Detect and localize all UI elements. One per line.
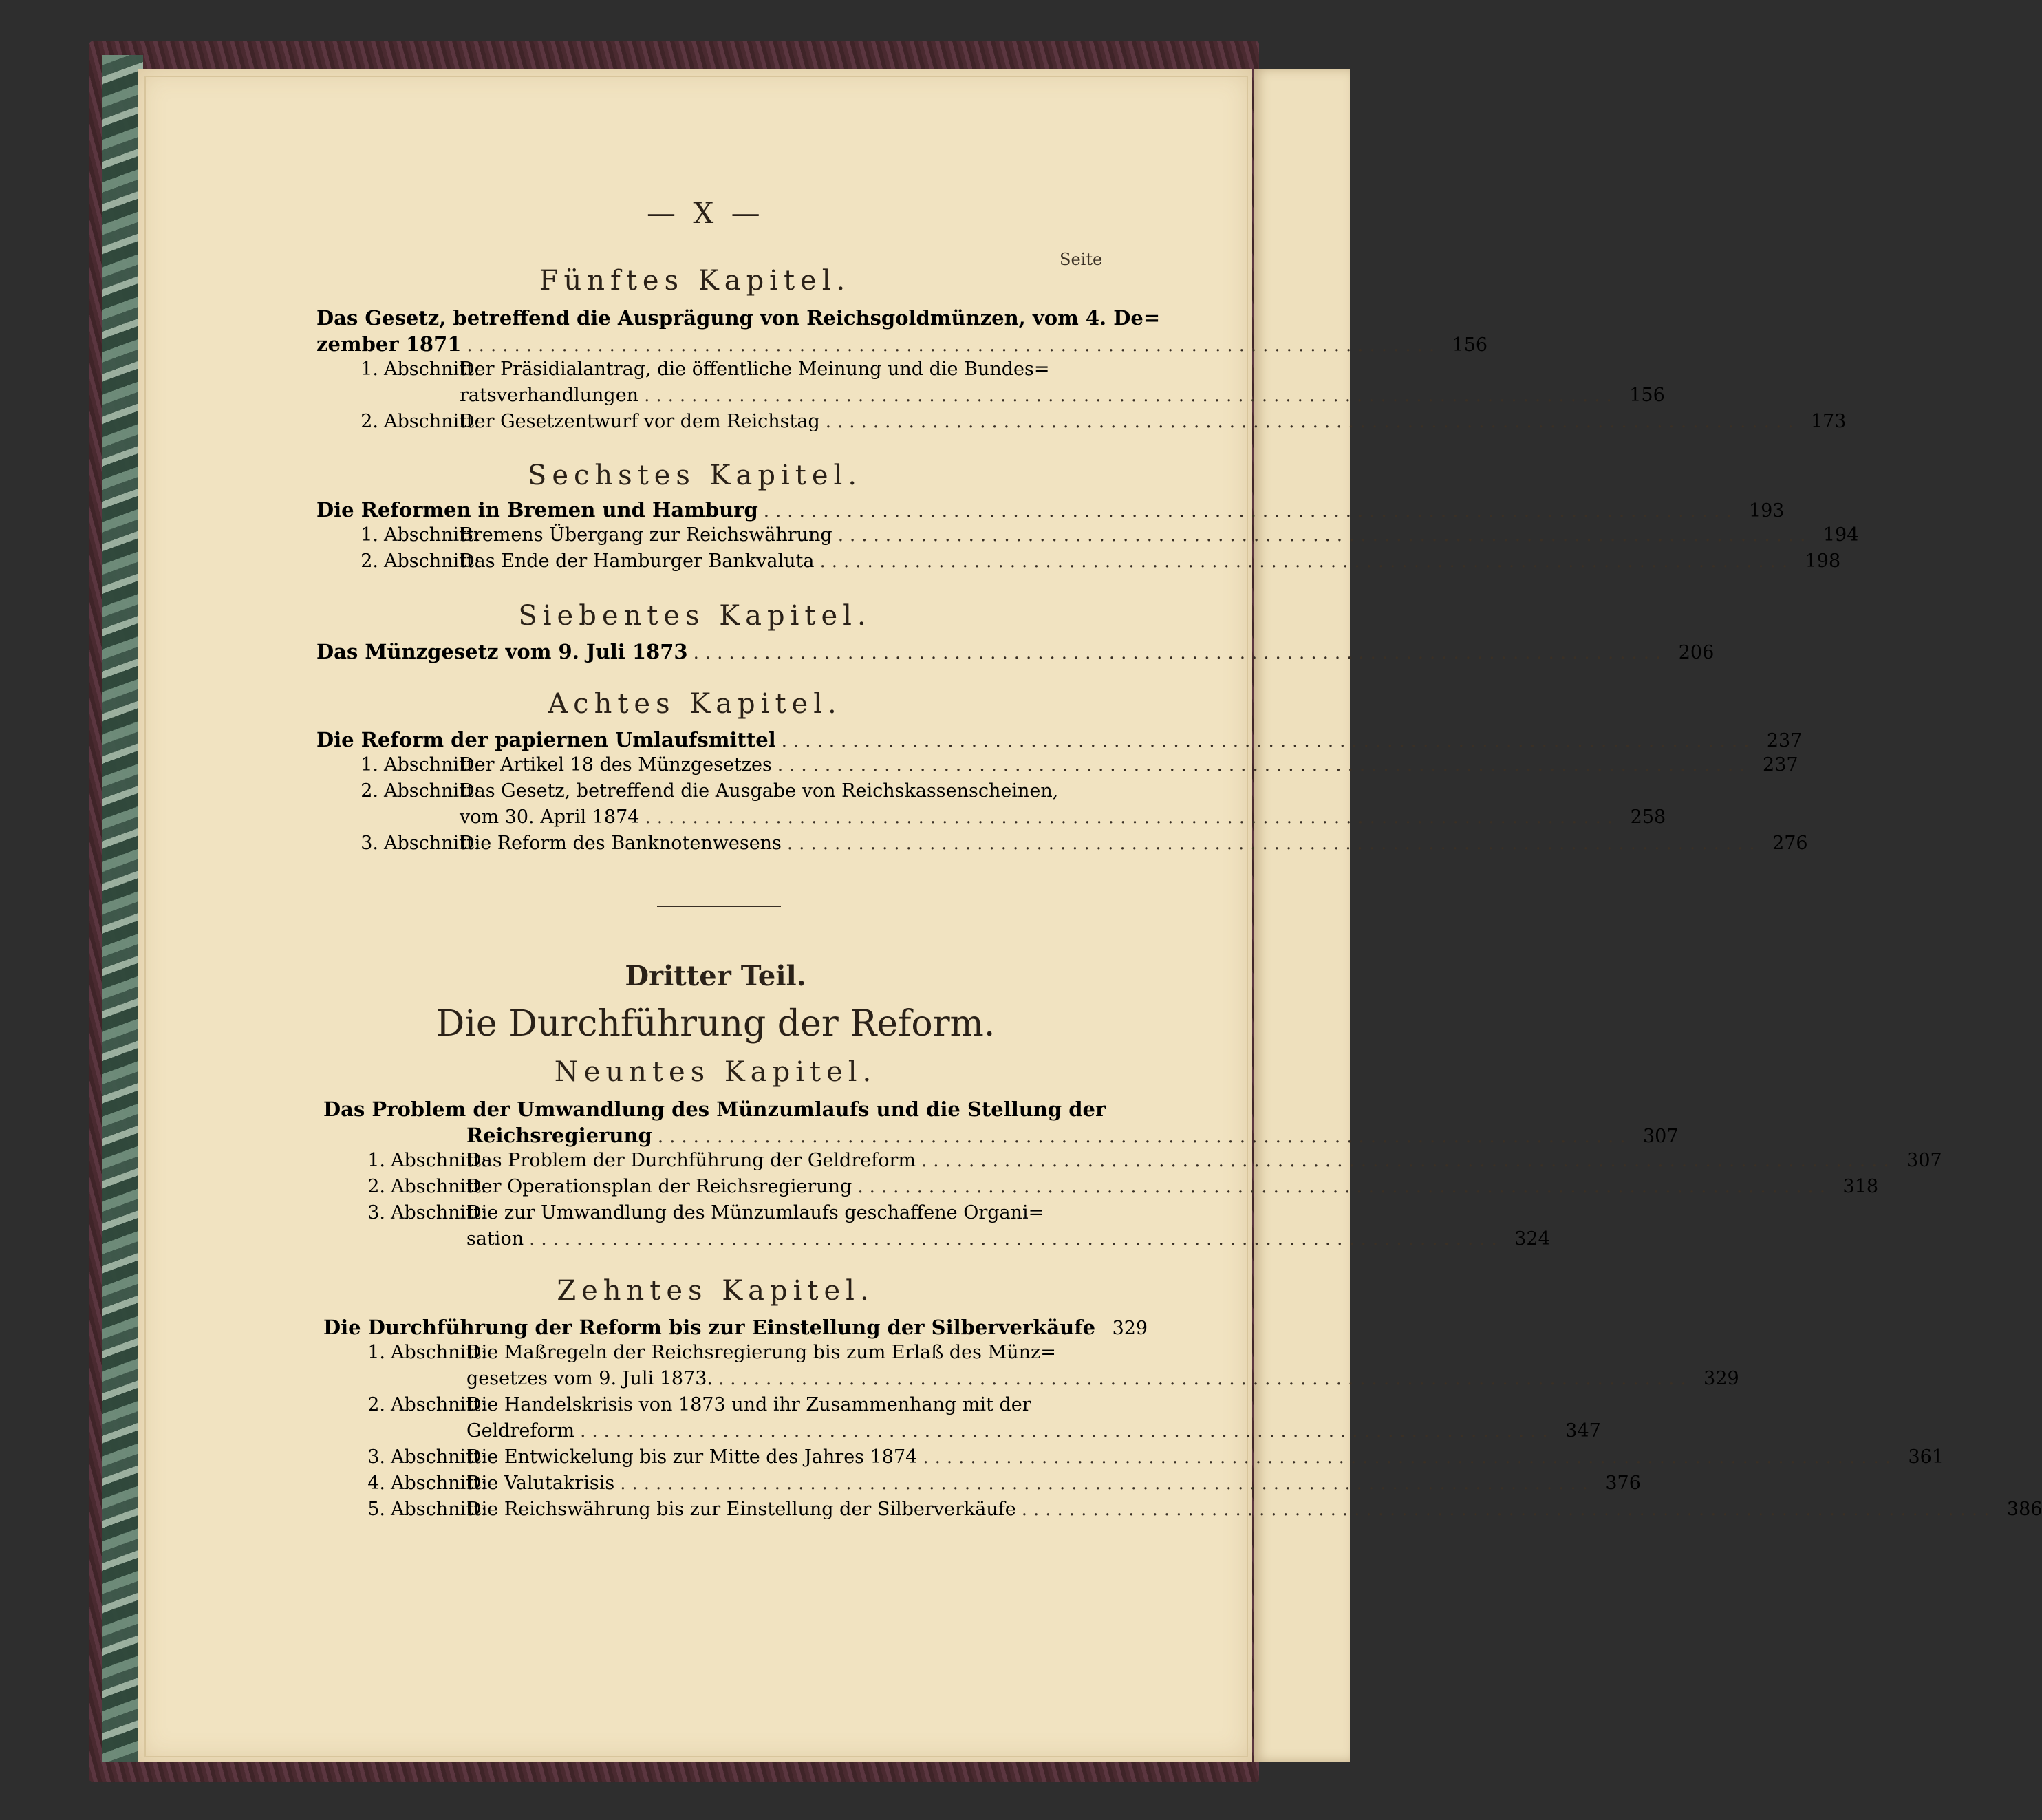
section-number: 5. [367,1499,385,1520]
toc-entry [316,498,1785,524]
toc-subentry [323,1176,1879,1202]
section-number: 4. [367,1473,385,1494]
entry-label: Das Gesetz, betreffend die Ausgabe von Reichskassenscheinen, [460,780,1059,802]
page-number: 156 [1452,334,1488,356]
section-divider [657,906,781,907]
section-number: 1. [367,1342,385,1363]
section-word: Abschnitt: [391,1150,487,1171]
page-number: 194 [1823,524,1859,546]
seite-label: Seite [1060,250,1103,269]
entry-label: Das Ende der Hamburger Bankvaluta [460,550,815,572]
toc-entry [323,1098,1115,1124]
entry-label: Bremens Übergang zur Reichswährung [460,524,832,546]
part-label: Dritter Teil. [625,960,806,992]
section-word: Abschnitt: [384,754,480,775]
section-number: 3. [367,1202,385,1223]
section-word: Abschnitt: [391,1499,487,1520]
toc-subentry [323,1394,1115,1420]
section-word: Abschnitt: [384,833,480,854]
toc-entry [316,306,1161,332]
chapter-entries [316,640,1715,666]
leader-dots: .................................................................................. [781,731,1756,751]
leader-dots: .................................................................................. [777,755,1752,775]
entry-label: Das Problem der Durchführung der Geldreform [466,1150,916,1171]
section-word: Abschnitt: [384,358,480,380]
leader-dots: .................................................................................. [1021,1499,1996,1520]
chapter-title: Sechstes Kapitel. [527,460,863,491]
leader-dots: .................................................................................. [620,1473,1594,1494]
entry-label: zember 1871 [316,332,462,356]
section-word: Abschnitt: [384,411,480,432]
section-number: 1. [361,754,378,775]
entry-label: Die Maßregeln der Reichsregierung bis zum Erlaß des Münz= [466,1342,1056,1363]
page-number: 329 [1704,1368,1739,1389]
page-number: 376 [1605,1473,1641,1494]
page-number: 198 [1805,550,1841,572]
toc-subentry [316,780,1101,806]
leader-dots: .................................................................................. [644,385,1618,406]
section-number: 1. [367,1150,385,1171]
section-number: 2. [361,411,378,432]
page-number: 329 [1112,1318,1148,1339]
toc-subentry [316,754,1798,780]
leader-dots: .................................................................................. [645,807,1620,828]
leader-dots: .................................................................................. [819,551,1794,572]
chapter-entries [323,1098,1942,1254]
section-word: Abschnitt: [391,1202,487,1223]
leader-dots: .................................................................................. [921,1150,1895,1171]
entry-label: Die Valutakrisis [466,1473,615,1494]
section-number: 2. [367,1176,385,1197]
page-number: 276 [1772,833,1808,854]
page-number: 206 [1678,642,1715,663]
leader-dots: .................................................................................. [580,1421,1554,1442]
toc-entry [323,1316,1148,1342]
section-number: 3. [367,1446,385,1468]
entry-label: Der Gesetzentwurf vor dem Reichstag [460,411,820,432]
section-number: 3. [361,833,378,854]
page-number: 347 [1565,1420,1601,1442]
leader-dots: .................................................................................. [718,1369,1692,1389]
chapter-title: Siebentes Kapitel. [518,600,872,632]
leader-dots: .................................................................................. [657,1126,1632,1147]
toc-subentry [323,1420,1601,1446]
part-title: Die Durchführung der Reform. [436,1003,996,1045]
section-word: Abschnitt: [391,1473,487,1494]
toc-subentry [323,1499,2042,1525]
entry-label: gesetzes vom 9. Juli 1873. [466,1368,713,1389]
page-number: 237 [1766,730,1803,751]
toc-subentry [323,1473,1641,1499]
page-number: 324 [1514,1228,1550,1250]
section-number: 2. [361,550,378,572]
toc-subentry [316,411,1847,437]
entry-label: Der Artikel 18 des Münzgesetzes [460,754,772,775]
section-number: 2. [361,780,378,802]
toc-subentry [316,806,1666,833]
page-number: 237 [1763,754,1798,775]
page-number: 173 [1810,411,1847,432]
leader-dots: .................................................................................. [466,335,1441,356]
page-numeral: — X — [647,196,764,230]
entry-label: Die zur Umwandlung des Münzumlaufs geschaffene Organi= [466,1202,1044,1223]
leader-dots: .................................................................................. [825,411,1800,432]
leader-dots: .................................................................................. [693,643,1668,663]
section-word: Abschnitt: [384,780,480,802]
toc-subentry [316,358,1101,385]
page-number: 318 [1842,1176,1879,1197]
section-word: Abschnitt: [391,1176,487,1197]
section-word: Abschnitt: [384,524,480,546]
entry-label: Die Handelskrisis von 1873 und ihr Zusammenhang mit der [466,1394,1031,1415]
section-word: Abschnitt: [384,550,480,572]
entry-label: Die Reform der papiernen Umlaufsmittel [316,728,776,751]
toc-subentry [316,550,1841,577]
toc-subentry [323,1228,1550,1254]
entry-label: Geldreform [466,1420,575,1442]
leader-dots: .................................................................................. [763,501,1738,522]
toc-subentry [323,1368,1739,1394]
section-word: Abschnitt: [391,1394,487,1415]
chapter-entries [316,728,1808,859]
entry-label: Reichsregierung [466,1124,652,1147]
toc-entry [323,1124,1679,1150]
leader-dots: .................................................................................. [837,525,1812,546]
marbled-endpaper [102,55,143,1762]
chapter-title: Zehntes Kapitel. [557,1275,874,1307]
entry-label: Das Gesetz, betreffend die Ausprägung von Reichsgoldmünzen, vom 4. De= [316,306,1161,330]
entry-label: Der Operationsplan der Reichsregierung [466,1176,852,1197]
page-number: 193 [1748,500,1785,522]
leader-dots: .................................................................................. [923,1447,1898,1468]
entry-label: Der Präsidialantrag, die öffentliche Meinung und die Bundes= [460,358,1050,380]
entry-label: vom 30. April 1874 [460,806,640,828]
toc-entry [316,332,1488,358]
page-number: 258 [1630,806,1666,828]
toc-subentry [316,524,1859,550]
toc-subentry [323,1446,1944,1473]
section-word: Abschnitt: [391,1342,487,1363]
page-number: 156 [1629,385,1665,406]
entry-label: Die Reichswährung bis zur Einstellung der Silberverkäufe [466,1499,1016,1520]
toc-subentry [323,1202,1115,1228]
entry-label: Die Reform des Banknotenwesens [460,833,782,854]
chapter-title: Neuntes Kapitel. [554,1056,877,1088]
entry-label: Die Reformen in Bremen und Hamburg [316,498,758,522]
page-number: 307 [1643,1126,1679,1147]
page-number: 386 [2006,1499,2042,1520]
toc-subentry [323,1342,1115,1368]
entry-label: Das Problem der Umwandlung des Münzumlaufs und die Stellung der [323,1098,1106,1121]
leader-dots: .................................................................................. [529,1229,1503,1250]
leader-dots: .................................................................................. [786,833,1761,854]
chapter-title: Achtes Kapitel. [548,688,842,720]
section-number: 1. [361,358,378,380]
chapter-entries [316,306,1847,437]
section-number: 1. [361,524,378,546]
section-word: Abschnitt: [391,1446,487,1468]
page-number: 307 [1906,1150,1942,1171]
entry-label: ratsverhandlungen [460,385,639,406]
page-number: 361 [1908,1446,1944,1468]
toc-entry [316,728,1803,754]
toc-entry [316,640,1715,666]
toc-subentry [316,833,1808,859]
chapter-title: Fünftes Kapitel. [539,265,851,297]
entry-label: Das Münzgesetz vom 9. Juli 1873 [316,640,688,663]
chapter-entries [316,498,1859,577]
toc-subentry [316,385,1665,411]
chapter-entries [323,1316,2042,1525]
leader-dots: .................................................................................. [857,1177,1832,1197]
section-number: 2. [367,1394,385,1415]
entry-label: sation [466,1228,524,1250]
toc-subentry [323,1150,1942,1176]
entry-label: Die Entwickelung bis zur Mitte des Jahres 1874 [466,1446,918,1468]
entry-label: Die Durchführung der Reform bis zur Einstellung der Silberverkäufe [323,1316,1096,1339]
